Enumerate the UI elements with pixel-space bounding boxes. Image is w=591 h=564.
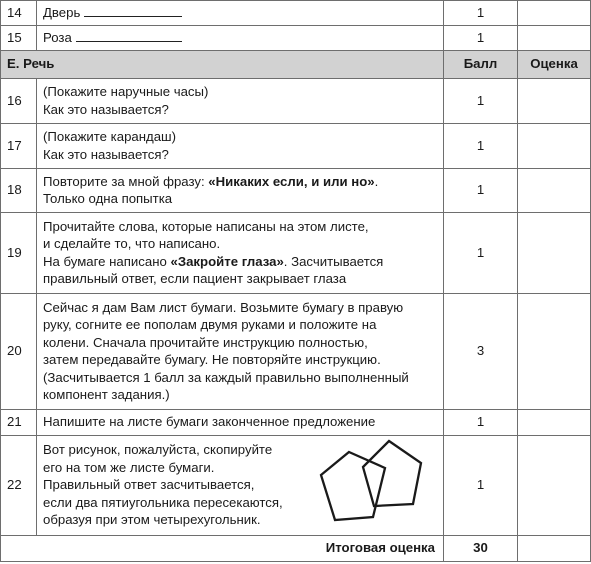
table-row <box>1 409 591 435</box>
item-score: 1 <box>444 212 518 293</box>
item-number: 20 <box>1 293 37 409</box>
table-row <box>1 435 591 535</box>
intersecting-pentagons-figure <box>315 439 437 531</box>
table-row <box>1 168 591 212</box>
item-number: 21 <box>1 409 37 435</box>
item-number: 16 <box>1 78 37 123</box>
right-pentagon <box>363 441 421 506</box>
item-score: 1 <box>444 409 518 435</box>
item-text <box>37 409 444 435</box>
text-line: и сделайте то, что написано. <box>43 236 221 251</box>
item-text <box>37 26 444 51</box>
text-line: если два пятиугольника пересекаются, <box>43 494 283 510</box>
item-number: 14 <box>1 1 37 26</box>
text-line: Напишите на листе бумаги законченное предложение <box>43 414 376 430</box>
text-line: компонент задания.) <box>43 387 170 402</box>
evaluation-cell[interactable] <box>518 78 591 123</box>
item-text <box>37 168 444 212</box>
item-score: 3 <box>444 293 518 409</box>
text-line: Только одна попытка <box>43 191 173 206</box>
text-line: правильный ответ, если пациент закрывает глаза <box>43 271 347 286</box>
evaluation-cell[interactable] <box>518 26 591 51</box>
total-evaluation-cell[interactable] <box>518 535 591 561</box>
text-line: Вот рисунок, пожалуйста, скопируйте <box>43 442 273 458</box>
table-row <box>1 1 591 26</box>
table-row <box>1 26 591 51</box>
text-line <box>43 173 438 191</box>
evaluation-cell[interactable] <box>518 212 591 293</box>
item-text <box>37 293 444 409</box>
item-number: 18 <box>1 168 37 212</box>
bold-phrase: «Закройте глаза» <box>170 253 284 269</box>
text-line: Как это называется? <box>43 146 169 162</box>
evaluation-cell[interactable] <box>518 409 591 435</box>
total-label: Итоговая оценка <box>1 535 444 561</box>
table-row <box>1 78 591 123</box>
evaluation-cell[interactable] <box>518 1 591 26</box>
text-line: (Покажите карандаш) <box>43 129 177 144</box>
item-score: 1 <box>444 78 518 123</box>
answer-blank <box>84 4 182 17</box>
section-header <box>1 50 591 78</box>
item-score: 1 <box>444 1 518 26</box>
item-score: 1 <box>444 26 518 51</box>
item-label: Дверь <box>43 5 81 21</box>
item-score: 1 <box>444 435 518 535</box>
text-line: Как это называется? <box>43 101 169 117</box>
item-text <box>37 123 444 168</box>
evaluation-header: Оценка <box>518 50 591 78</box>
text-line: (Засчитывается 1 балл за каждый правильно выполненный <box>43 369 409 385</box>
text-line: Прочитайте слова, которые написаны на этом листе, <box>43 218 369 234</box>
item-score: 1 <box>444 123 518 168</box>
text-line: Правильный ответ засчитывается, <box>43 477 255 493</box>
item-number: 17 <box>1 123 37 168</box>
text-fragment: . <box>374 173 379 189</box>
table-row <box>1 123 591 168</box>
text-line: образуя при этом четырехугольник. <box>43 512 261 528</box>
text-line: колени. Сначала прочитайте инструкцию полностью, <box>43 334 368 350</box>
text-fragment: . Засчитывается <box>283 253 384 269</box>
text-line: его на том же листе бумаги. <box>43 459 215 475</box>
item-text <box>37 212 444 293</box>
text-fragment: Повторите за мной фразу: <box>43 173 209 189</box>
left-pentagon <box>321 452 385 520</box>
text-line: Сейчас я дам Вам лист бумаги. Возьмите бумагу в правую <box>43 299 404 315</box>
total-row <box>1 535 591 561</box>
answer-blank <box>76 29 182 42</box>
evaluation-cell[interactable] <box>518 435 591 535</box>
item-number: 22 <box>1 435 37 535</box>
text-line: (Покажите наручные часы) <box>43 84 209 99</box>
text-line: затем передавайте бумагу. Не повторяйте инструкцию. <box>43 352 381 367</box>
evaluation-cell[interactable] <box>518 168 591 212</box>
score-header: Балл <box>444 50 518 78</box>
table-row <box>1 212 591 293</box>
evaluation-cell[interactable] <box>518 123 591 168</box>
item-label: Роза <box>43 30 72 45</box>
item-text <box>37 435 444 535</box>
text-fragment: На бумаге написано <box>43 253 171 269</box>
text-line <box>43 253 438 271</box>
item-number: 19 <box>1 212 37 293</box>
item-text <box>37 78 444 123</box>
item-number: 15 <box>1 26 37 51</box>
section-title: Е. Речь <box>1 50 444 78</box>
total-score: 30 <box>444 535 518 561</box>
text-line: руку, согните ее пополам двумя руками и положите на <box>43 317 377 332</box>
item-score: 1 <box>444 168 518 212</box>
evaluation-cell[interactable] <box>518 293 591 409</box>
table-row <box>1 293 591 409</box>
item-text <box>37 1 444 26</box>
bold-phrase: «Никаких если, и или но» <box>208 173 375 189</box>
